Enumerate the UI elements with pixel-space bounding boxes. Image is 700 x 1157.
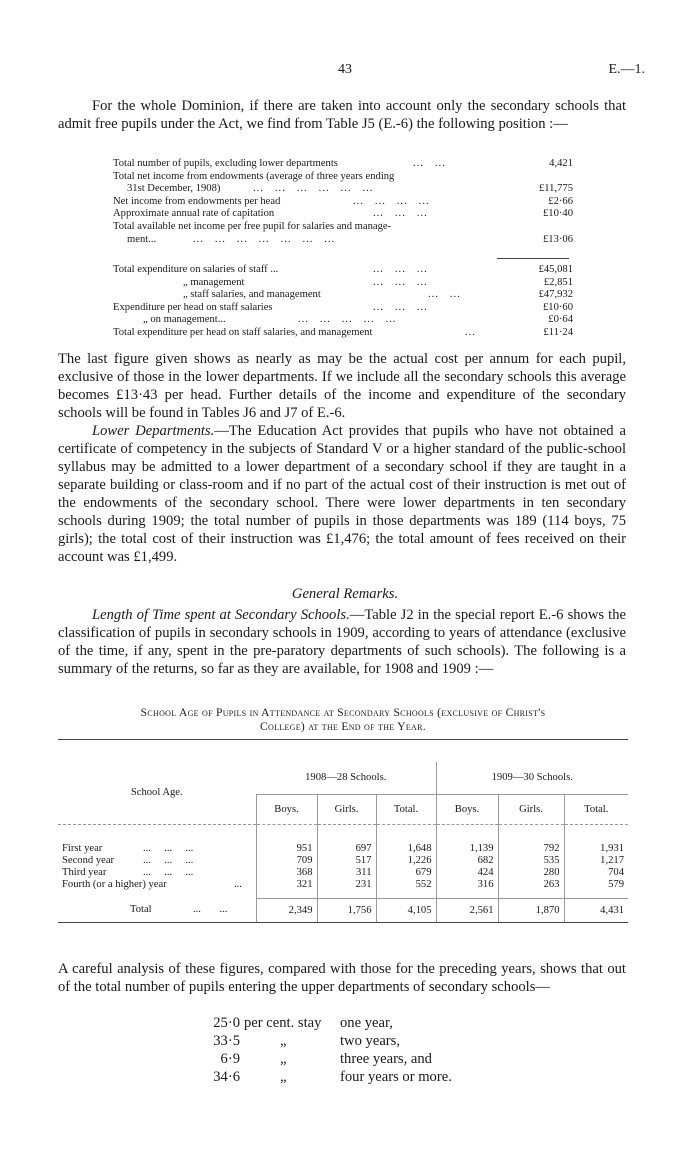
- cell: 709: [256, 854, 317, 866]
- retention-connector: „: [280, 1033, 287, 1049]
- table-caption-line: College) at the End of the Year.: [260, 721, 426, 733]
- finance-block-2: Total expenditure on salaries of staff ... ... ... ... £45,081 „ management ... ... ... £2,851 „ staff salaries, and management ... ... £47,932 Expenditure per head on staff salaries ... ... ... £10·60 „ on management... ... ... ... ... ... £0·64 Total expenditure per head on staff salaries, and management ... £11·24: [113, 264, 573, 338]
- finance-label: Total expenditure per head on staff salaries, and management: [113, 326, 373, 338]
- table-row: Third year ... ... ... 368 311 679 424 280 704: [58, 866, 628, 878]
- finance-value: £45,081: [538, 264, 573, 275]
- finance-value: £10·40: [542, 208, 573, 220]
- col-header-boys: Boys.: [436, 794, 498, 824]
- row-label: Third year: [62, 866, 107, 878]
- finance-value: 4,421: [549, 158, 573, 169]
- lower-departments-paragraph: [58, 422, 626, 566]
- finance-label: ment...: [127, 233, 157, 245]
- row-label: First year: [62, 842, 103, 854]
- page-number: 43: [338, 62, 352, 77]
- total-cell: 2,349: [256, 898, 317, 922]
- finance-label: „ management: [183, 276, 245, 288]
- row-label: Fourth (or a higher) year: [62, 878, 167, 890]
- group-header-1909: 1909—30 Schools.: [436, 762, 628, 794]
- retention-duration: two years,: [340, 1033, 400, 1049]
- total-cell: 1,870: [498, 898, 564, 922]
- finance-value: £11·24: [543, 326, 573, 338]
- table-caption: [58, 706, 628, 734]
- finance-label: 31st December, 1908): [127, 183, 221, 195]
- intro-paragraph: For the whole Dominion, if there are taken into account only the secondary schools that admit free pupils under the Act, we find from Table J5 (E.-6) the following position :—: [58, 98, 626, 132]
- finance-label: Total number of pupils, excluding lower departments: [113, 158, 338, 169]
- cell: 1,648: [376, 842, 436, 854]
- subtotal-rule: [497, 258, 569, 259]
- col-header-total: Total.: [564, 794, 628, 824]
- cell: 231: [317, 878, 376, 890]
- col-header-total: Total.: [376, 794, 436, 824]
- retention-connector: „: [280, 1069, 287, 1085]
- cell: 368: [256, 866, 317, 878]
- finance-label: Total net income from endowments (average of three years ending: [113, 170, 395, 182]
- cell: 1,139: [436, 842, 498, 854]
- finance-value: £10·60: [542, 301, 573, 313]
- cell: 1,217: [564, 854, 628, 866]
- cell: 424: [436, 866, 498, 878]
- cell: 263: [498, 878, 564, 890]
- paragraph-lead: Lower Departments.: [92, 423, 215, 439]
- section-heading: General Remarks.: [291, 586, 399, 602]
- finance-value: £13·06: [542, 233, 573, 245]
- retention-percent: 34·6: [213, 1069, 240, 1085]
- cell: 517: [317, 854, 376, 866]
- retention-connector: „: [280, 1051, 287, 1067]
- total-cell: 2,561: [436, 898, 498, 922]
- cell: 704: [564, 866, 628, 878]
- cell: 951: [256, 842, 317, 854]
- table-row: First year ... ... ... 951 697 1,648 1,139 792 1,931: [58, 842, 628, 854]
- cost-paragraph: The last figure given shows as nearly as may be the actual cost per annum for each pupil, exclusive of those in the lower departments. If we include all the secondary schools this average becomes £13·43 per head. Further details of the income and expenditure of the secondary schools will be found in Tables J6 and J7 of E.-6.: [58, 351, 626, 421]
- paragraph-body: —The Education Act provides that pupils who have not obtained a certificate of competency in the subjects of Standard V or a higher standard of the public-school syllabus may be admitted to a lower department of a secondary school if they are taught in a separate building or class-room and if no part of the actual cost of their instruction is met out of the endowments of the secondary school. There were lower departments in ten secondary schools during 1909; the total number of pupils in those departments was 189 (114 boys, 75 girls); the total cost of their instruction was £1,476; the total amount of fees received on their account was £1,499.: [58, 423, 626, 565]
- retention-percent: 33·5: [213, 1033, 240, 1049]
- cell: 311: [317, 866, 376, 878]
- cell: 280: [498, 866, 564, 878]
- row-label: Second year: [62, 854, 115, 866]
- finance-value: £2,851: [543, 276, 573, 288]
- school-age-header: School Age.: [58, 762, 256, 824]
- paragraph-body: —Table J2 in the special report E.-6 shows the classification of pupils in secondary schools in 1909, according to years of attendance (exclusive of the time, if any, spent in the pre-paratory departments of such schools). The following is a summary of the returns, so far as they are available, for 1908 and 1909 :—: [58, 607, 626, 677]
- table-caption-line: School Age of Pupils in Attendance at Secondary Schools (exclusive of Christ's: [140, 707, 546, 719]
- cell: 1,226: [376, 854, 436, 866]
- total-cell: 4,431: [564, 898, 628, 922]
- paragraph-lead: Length of Time spent at Secondary Schools.: [92, 607, 350, 623]
- cell: 321: [256, 878, 317, 890]
- finance-label: Total available net income per free pupil for salaries and manage-: [113, 220, 392, 232]
- finance-value: £47,932: [538, 289, 573, 301]
- retention-percent: 6·9: [220, 1051, 240, 1067]
- col-header-girls: Girls.: [498, 794, 564, 824]
- finance-value: £11,775: [538, 183, 573, 195]
- cell: 792: [498, 842, 564, 854]
- finance-label: Total expenditure on salaries of staff ...: [113, 264, 279, 275]
- finance-label: Net income from endowments per head: [113, 195, 281, 207]
- table-total-row: Total ... ... 2,349 1,756 4,105 2,561 1,870 4,431: [58, 898, 628, 922]
- table-row: Second year ... ... ... 709 517 1,226 682 535 1,217: [58, 854, 628, 866]
- total-label: Total: [130, 904, 152, 916]
- finance-label: Approximate annual rate of capitation: [113, 208, 275, 220]
- retention-duration: four years or more.: [340, 1069, 452, 1085]
- total-cell: 1,756: [317, 898, 376, 922]
- cell: 552: [376, 878, 436, 890]
- group-header-1908: 1908—28 Schools.: [256, 762, 436, 794]
- cell: 316: [436, 878, 498, 890]
- col-header-girls: Girls.: [317, 794, 376, 824]
- document-reference: E.—1.: [608, 62, 645, 77]
- school-age-table: [58, 762, 628, 923]
- cell: 535: [498, 854, 564, 866]
- retention-connector: per cent. stay: [244, 1015, 322, 1031]
- cell: 1,931: [564, 842, 628, 854]
- finance-block-1: Total number of pupils, excluding lower departments ... ... 4,421 Total net income from endowments (average of three years ending 31st December, 1908) ... ... ... ... ... ... £11,775 Net income from endowments per head ... ... ... ... £2·66 Approximate annual rate of capitation ... ... ... £10·40 Total available net income per free pupil for salaries and manage- ment... ... ... ... ... ... ... ... £13·06: [113, 158, 573, 245]
- cell: 697: [317, 842, 376, 854]
- finance-value: £0·64: [548, 314, 573, 326]
- retention-duration: one year,: [340, 1015, 393, 1031]
- cell: 679: [376, 866, 436, 878]
- length-of-time-paragraph: [58, 606, 626, 678]
- finance-value: £2·66: [548, 195, 573, 207]
- retention-duration: three years, and: [340, 1051, 432, 1067]
- finance-label: „ staff salaries, and management: [183, 289, 321, 301]
- table-top-rule: [58, 739, 628, 740]
- finance-label: Expenditure per head on staff salaries: [113, 301, 273, 313]
- total-cell: 4,105: [376, 898, 436, 922]
- retention-percent: 25·0: [213, 1015, 240, 1031]
- col-header-boys: Boys.: [256, 794, 317, 824]
- analysis-paragraph: A careful analysis of these figures, compared with those for the preceding years, shows that out of the total number of pupils entering the upper departments of secondary schools—: [58, 961, 626, 995]
- finance-label: „ on management...: [143, 314, 226, 326]
- table-row: Fourth (or a higher) year ... 321 231 552 316 263 579: [58, 878, 628, 890]
- cell: 682: [436, 854, 498, 866]
- cell: 579: [564, 878, 628, 890]
